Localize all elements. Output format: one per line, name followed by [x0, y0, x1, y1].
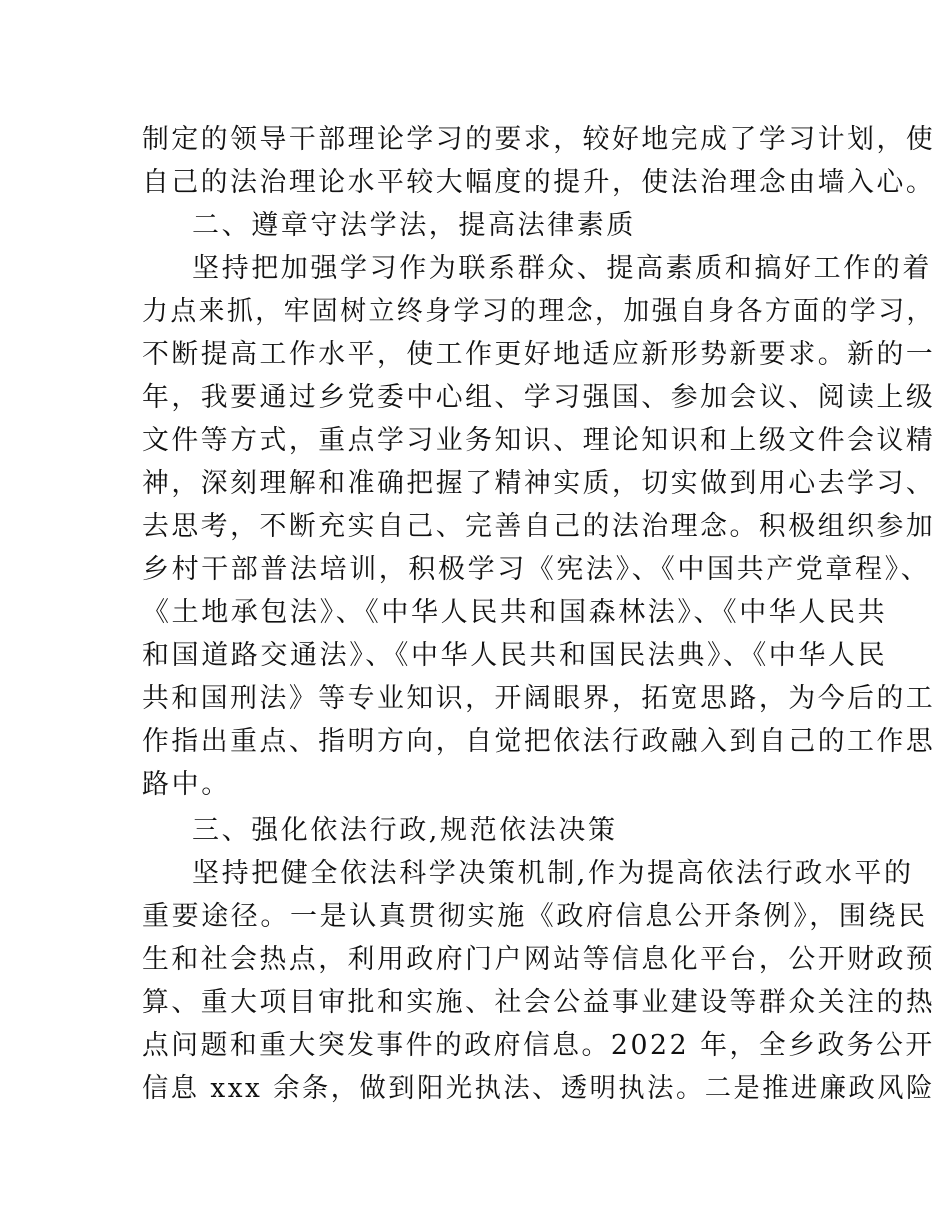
section-heading: 三、强化依法行政,规范依法决策	[192, 815, 618, 846]
paragraph-line: 年，我要通过乡党委中心组、学习强国、参加会议、阅读上级	[142, 382, 936, 413]
paragraph-line: 力点来抓，牢固树立终身学习的理念，加强自身各方面的学习，	[142, 296, 935, 327]
paragraph-line: 制定的领导干部理论学习的要求，较好地完成了学习计划，使	[142, 124, 936, 155]
paragraph-line: 和国道路交通法》、《中华人民共和国民法典》、《中华人民	[142, 640, 888, 671]
paragraph-line: 神，深刻理解和准确把握了精神实质，切实做到用心去学习、	[142, 468, 936, 499]
paragraph-line: 自己的法治理论水平较大幅度的提升，使法治理念由墙入心。	[142, 167, 936, 198]
paragraph-line: 坚持把加强学习作为联系群众、提高素质和搞好工作的着	[192, 253, 932, 284]
paragraph-line: 点问题和重大突发事件的政府信息。2022 年，全乡政务公开	[142, 1030, 935, 1061]
paragraph-line: 去思考，不断充实自己、完善自己的法治理念。积极组织参加	[142, 511, 936, 542]
paragraph-line: 路中。	[142, 769, 231, 800]
paragraph-line: 不断提高工作水平，使工作更好地适应新形势新要求。新的一	[142, 339, 936, 370]
paragraph-line: 作指出重点、指明方向，自觉把依法行政融入到自己的工作思	[142, 726, 936, 757]
paragraph-line: 生和社会热点，利用政府门户网站等信息化平台，公开财政预	[142, 944, 936, 975]
paragraph-line: 重要途径。一是认真贯彻实施《政府信息公开条例》，围绕民	[142, 901, 928, 932]
paragraph-line: 文件等方式，重点学习业务知识、理论知识和上级文件会议精	[142, 425, 936, 456]
paragraph-line: 坚持把健全依法科学决策机制,作为提高依法行政水平的	[192, 858, 914, 889]
paragraph-line: 算、重大项目审批和实施、社会公益事业建设等群众关注的热	[142, 987, 936, 1018]
paragraph-line: 《土地承包法》、《中华人民共和国森林法》、《中华人民共	[142, 597, 888, 628]
section-heading: 二、遵章守法学法，提高法律素质	[192, 210, 636, 241]
paragraph-line: 乡村干部普法培训，积极学习《宪法》、《中国共产党章程》、	[142, 554, 931, 585]
paragraph-line: 信息 xxx 余条，做到阳光执法、透明执法。二是推进廉政风险	[142, 1073, 935, 1104]
paragraph-line: 共和国刑法》等专业知识，开阔眼界，拓宽思路，为今后的工	[142, 683, 936, 714]
